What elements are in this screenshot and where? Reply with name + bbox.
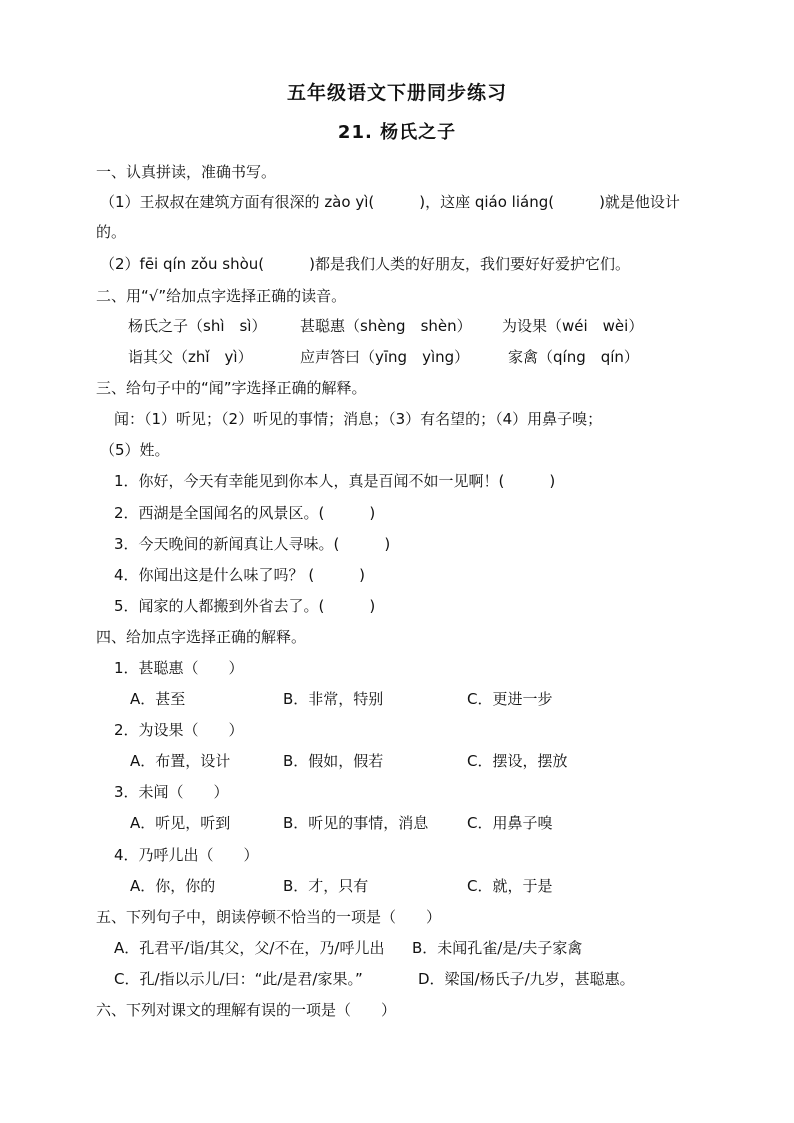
s4-option-a: A．布置，设计 [130, 752, 231, 770]
s4-option-b: B．非常，特别 [283, 690, 384, 708]
s4-option-c: C．就，于是 [467, 877, 553, 895]
lesson-title: 21. 杨氏之子 [337, 122, 457, 143]
s4-option-b: B．才，只有 [283, 877, 369, 895]
s4-option-a: A．听见，听到 [130, 814, 231, 832]
section-3-heading: 三、给句子中的“闻”字选择正确的解释。 [96, 379, 367, 397]
s4-option-c: C．摆设，摆放 [467, 752, 568, 770]
s4-option-c: C．用鼻子嗅 [467, 814, 553, 832]
section-2-heading: 二、用“√”给加点字选择正确的读音。 [96, 287, 347, 305]
s5-option-d: D．梁国/杨氏子/九岁，甚聪惠。 [418, 970, 635, 988]
s4-question: 2．为设果（ ） [114, 721, 244, 739]
s1-question-2: （2）fēi qín zǒu shòu( )都是我们人类的好朋友，我们要好好爱护它们。 [100, 255, 630, 273]
s4-question: 1．甚聪惠（ ） [114, 659, 244, 677]
section-5-heading: 五、下列句子中，朗读停顿不恰当的一项是（ ） [96, 908, 442, 926]
s2-item: 为设果（wéi wèi） [502, 317, 644, 335]
s4-option-a: A．甚至 [130, 690, 186, 708]
s3-item: 3．今天晚间的新闻真让人寻味。( ) [114, 535, 391, 553]
s3-item: 1．你好，今天有幸能见到你本人，真是百闻不如一见啊！( ) [114, 472, 556, 490]
s5-option-b: B．未闻孔雀/是/夫子家禽 [412, 939, 583, 957]
s4-question: 4．乃呼儿出（ ） [114, 846, 259, 864]
s3-definitions-line2: （5）姓。 [100, 441, 170, 459]
s4-option-b: B．听见的事情，消息 [283, 814, 429, 832]
s3-item: 2．西湖是全国闻名的风景区。( ) [114, 504, 376, 522]
section-4-heading: 四、给加点字选择正确的解释。 [96, 628, 307, 646]
section-1-heading: 一、认真拼读，准确书写。 [96, 163, 277, 181]
s3-item: 4．你闻出这是什么味了吗？ ( ) [114, 566, 366, 584]
s4-option-c: C．更进一步 [467, 690, 553, 708]
page-title: 五年级语文下册同步练习 [286, 82, 507, 104]
s1-question-1-line1: （1）王叔叔在建筑方面有很深的 zào yì( )，这座 qiáo liáng( )就是他设计 [100, 193, 680, 211]
s3-item: 5．闻家的人都搬到外省去了。( ) [114, 597, 376, 615]
s3-definitions-line1: 闻：（1）听见；（2）听见的事情；消息；（3）有名望的；（4）用鼻子嗅； [114, 410, 603, 428]
s5-option-a: A．孔君平/诣/其父，父/不在，乃/呼儿出 [114, 939, 385, 957]
s4-option-b: B．假如，假若 [283, 752, 384, 770]
s2-item: 家禽（qíng qín） [508, 348, 639, 366]
s2-item: 杨氏之子（shì sì） [128, 317, 267, 335]
s2-item: 甚聪惠（shèng shèn） [300, 317, 472, 335]
s1-question-1-line2: 的。 [96, 223, 127, 241]
s5-option-c: C．孔/指以示儿/曰：“此/是君/家果。” [114, 970, 363, 988]
s4-question: 3．未闻（ ） [114, 783, 229, 801]
s4-option-a: A．你，你的 [130, 877, 216, 895]
s2-item: 诣其父（zhǐ yì） [128, 348, 253, 366]
section-6-heading: 六、下列对课文的理解有误的一项是（ ） [96, 1001, 397, 1019]
s2-item: 应声答曰（yīng yìng） [300, 348, 470, 366]
